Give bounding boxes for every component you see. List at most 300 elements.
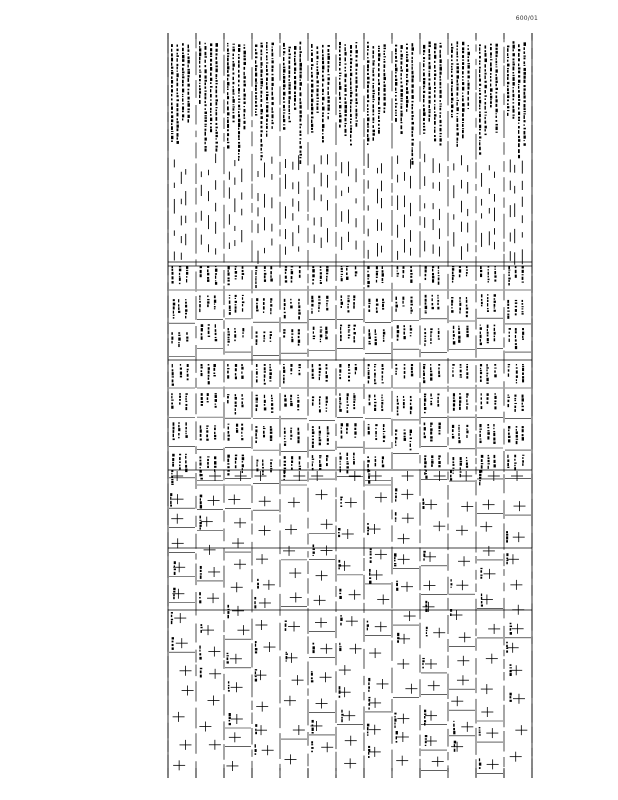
rotated-text-glyph <box>244 80 246 82</box>
rotated-text-glyph <box>394 722 395 724</box>
rotated-text-glyph <box>507 48 509 52</box>
rotated-text-glyph <box>402 297 404 300</box>
rotated-text-glyph <box>367 734 368 735</box>
rotated-text-glyph <box>485 112 487 113</box>
rotated-text-glyph <box>515 270 517 273</box>
rotated-text-glyph <box>291 266 293 267</box>
rotated-text-glyph <box>345 84 347 87</box>
rotated-text-glyph <box>319 443 321 446</box>
rotated-text-glyph <box>261 121 263 124</box>
rotated-text-glyph <box>494 294 496 296</box>
rotated-text-glyph <box>210 86 212 88</box>
rotated-text-glyph <box>173 311 174 314</box>
rotated-text-glyph <box>180 368 182 370</box>
rotated-text-glyph <box>227 124 229 128</box>
rotated-text-glyph <box>170 501 171 504</box>
rotated-text-glyph <box>228 685 230 686</box>
rotated-text-glyph <box>199 298 200 299</box>
rotated-text-glyph <box>496 44 498 47</box>
rotated-text-glyph <box>367 45 369 48</box>
rotated-text-glyph <box>383 335 384 337</box>
rotated-text-glyph <box>322 124 324 128</box>
rotated-text-glyph <box>516 429 517 431</box>
rotated-text-glyph <box>440 76 441 79</box>
rotated-text-glyph <box>522 308 524 309</box>
rotated-text-glyph <box>188 45 190 49</box>
rotated-text-glyph <box>466 406 467 409</box>
rotated-text-glyph <box>423 553 425 556</box>
rotated-text-glyph <box>238 135 240 138</box>
rotated-text-glyph <box>269 376 271 379</box>
rotated-text-glyph <box>518 44 520 47</box>
rotated-text-glyph <box>430 401 432 402</box>
rotated-text-glyph <box>284 398 286 401</box>
rotated-text-glyph <box>403 270 405 273</box>
rotated-text-glyph <box>328 74 330 75</box>
rotated-text-glyph <box>490 62 492 66</box>
rotated-text-glyph <box>339 46 341 48</box>
rotated-text-glyph <box>378 87 380 91</box>
rotated-text-glyph <box>518 136 520 138</box>
rotated-text-glyph <box>241 427 243 430</box>
rotated-text-glyph <box>384 93 386 95</box>
rotated-text-glyph <box>373 50 375 54</box>
rotated-text-glyph <box>319 437 321 439</box>
rotated-text-glyph <box>454 749 456 752</box>
rotated-text-glyph <box>270 278 272 281</box>
rotated-text-glyph <box>339 589 341 592</box>
rotated-text-glyph <box>395 115 397 116</box>
rotated-text-glyph <box>182 80 184 83</box>
rotated-text-glyph <box>479 441 481 443</box>
rotated-text-glyph <box>283 124 285 125</box>
rotated-text-glyph <box>272 87 273 90</box>
rotated-text-glyph <box>374 383 376 385</box>
rotated-text-glyph <box>339 643 340 646</box>
rotated-text-glyph <box>347 304 348 305</box>
rotated-text-glyph <box>522 429 524 432</box>
rotated-text-glyph <box>367 456 369 458</box>
rotated-text-glyph <box>396 741 398 743</box>
rotated-text-glyph <box>256 343 258 345</box>
rotated-text-glyph <box>255 437 257 439</box>
rotated-text-glyph <box>171 80 173 84</box>
rotated-text-glyph <box>466 300 467 303</box>
rotated-text-glyph <box>261 155 263 157</box>
rotated-text-glyph <box>507 300 509 303</box>
rotated-text-glyph <box>300 146 302 149</box>
rotated-text-glyph <box>291 269 293 270</box>
rotated-text-glyph <box>300 131 302 133</box>
rotated-text-glyph <box>238 123 240 127</box>
rotated-text-glyph <box>341 274 343 275</box>
rotated-text-glyph <box>317 94 319 97</box>
rotated-text-glyph <box>412 153 414 156</box>
rotated-text-glyph <box>406 57 408 59</box>
rotated-text-glyph <box>244 76 246 79</box>
rotated-text-glyph <box>320 269 322 270</box>
rotated-text-glyph <box>452 470 453 471</box>
rotated-text-glyph <box>430 328 432 330</box>
rotated-text-glyph <box>340 453 341 455</box>
rotated-text-glyph <box>283 367 285 369</box>
rotated-text-glyph <box>228 690 230 691</box>
rotated-text-glyph <box>468 91 469 95</box>
rotated-text-glyph <box>182 98 183 101</box>
rotated-text-glyph <box>496 66 498 67</box>
rotated-text-glyph <box>513 106 515 109</box>
rotated-text-glyph <box>459 303 461 306</box>
rotated-text-glyph <box>453 330 454 333</box>
rotated-text-glyph <box>382 456 384 459</box>
rotated-text-glyph <box>496 77 498 80</box>
rotated-text-glyph <box>271 395 272 397</box>
rotated-text-glyph <box>410 297 412 299</box>
rotated-text-glyph <box>294 72 296 74</box>
rotated-text-glyph <box>272 47 273 48</box>
rotated-text-glyph <box>341 717 342 719</box>
rotated-text-glyph <box>514 406 516 408</box>
rotated-text-glyph <box>466 269 468 270</box>
rotated-text-glyph <box>479 140 481 141</box>
rotated-text-glyph <box>262 460 263 463</box>
rotated-text-glyph <box>411 374 413 377</box>
rotated-text-glyph <box>216 135 218 137</box>
rotated-text-glyph <box>345 114 347 116</box>
rotated-text-glyph <box>180 364 181 366</box>
rotated-text-glyph <box>494 298 496 300</box>
rotated-text-glyph <box>452 275 454 277</box>
rotated-text-glyph <box>227 133 229 136</box>
rotated-text-glyph <box>493 433 495 436</box>
rotated-text-glyph <box>283 51 285 53</box>
rotated-text-glyph <box>227 609 229 610</box>
rotated-text-glyph <box>347 397 349 400</box>
rotated-text-glyph <box>346 457 347 460</box>
rotated-text-glyph <box>207 397 208 400</box>
rotated-text-glyph <box>312 266 314 268</box>
rotated-text-glyph <box>468 45 470 46</box>
rotated-text-glyph <box>432 298 433 301</box>
rotated-text-glyph <box>227 86 228 88</box>
rotated-text-glyph <box>353 332 355 334</box>
rotated-text-glyph <box>374 379 375 382</box>
rotated-text-glyph <box>322 93 324 95</box>
rotated-text-glyph <box>514 398 516 400</box>
rotated-text-glyph <box>350 45 352 49</box>
rotated-text-glyph <box>350 58 352 60</box>
rotated-text-glyph <box>480 343 482 346</box>
rotated-text-glyph <box>227 368 229 369</box>
rotated-text-glyph <box>507 46 509 48</box>
rotated-text-glyph <box>345 123 347 124</box>
rotated-text-glyph <box>228 331 230 332</box>
rotated-text-glyph <box>270 271 272 274</box>
rotated-text-glyph <box>434 61 435 63</box>
rotated-text-glyph <box>317 46 319 49</box>
rotated-text-glyph <box>494 332 496 335</box>
rotated-text-glyph <box>480 575 482 576</box>
rotated-text-glyph <box>450 587 451 588</box>
rotated-text-glyph <box>412 126 414 130</box>
rotated-text-glyph <box>244 114 246 117</box>
rotated-text-glyph <box>286 652 287 653</box>
rotated-text-glyph <box>370 557 372 559</box>
rotated-text-glyph <box>210 48 212 51</box>
rotated-text-glyph <box>395 368 397 370</box>
rotated-text-glyph <box>457 144 458 147</box>
rotated-text-glyph <box>507 314 509 315</box>
rotated-text-glyph <box>340 497 342 498</box>
rotated-text-glyph <box>318 296 320 298</box>
rotated-text-glyph <box>348 331 350 332</box>
rotated-text-glyph <box>384 61 386 63</box>
rotated-text-glyph <box>496 74 497 76</box>
rotated-text-glyph <box>283 57 284 61</box>
rotated-text-glyph <box>368 690 369 692</box>
rotated-text-glyph <box>328 45 330 47</box>
rotated-text-glyph <box>328 87 329 90</box>
rotated-text-glyph <box>312 461 314 462</box>
rotated-text-glyph <box>423 370 424 372</box>
rotated-text-glyph <box>244 102 246 105</box>
rotated-text-glyph <box>326 278 327 281</box>
rotated-text-glyph <box>356 117 357 119</box>
rotated-text-glyph <box>485 58 487 62</box>
rotated-text-glyph <box>356 106 357 107</box>
rotated-text-glyph <box>339 105 341 108</box>
rotated-text-glyph <box>412 161 414 165</box>
rotated-text-glyph <box>401 111 403 113</box>
rotated-text-glyph <box>406 74 408 76</box>
rotated-text-glyph <box>466 315 468 317</box>
rotated-text-glyph <box>178 337 180 340</box>
rotated-text-glyph <box>289 105 290 108</box>
rotated-text-glyph <box>429 42 431 45</box>
rotated-text-glyph <box>382 299 384 301</box>
rotated-text-glyph <box>238 99 240 100</box>
rotated-text-glyph <box>412 71 414 75</box>
rotated-text-glyph <box>199 46 200 48</box>
rotated-text-glyph <box>339 78 340 80</box>
rotated-text-glyph <box>522 313 524 315</box>
rotated-text-glyph <box>322 102 323 105</box>
rotated-text-glyph <box>373 46 375 48</box>
rotated-text-glyph <box>510 667 512 668</box>
rotated-text-glyph <box>229 312 231 315</box>
rotated-text-glyph <box>518 155 520 158</box>
rotated-text-glyph <box>188 111 190 113</box>
rotated-text-glyph <box>395 72 397 73</box>
rotated-text-glyph <box>228 266 230 269</box>
rotated-text-glyph <box>272 120 274 121</box>
rotated-text-glyph <box>457 51 458 55</box>
rotated-text-glyph <box>378 116 379 119</box>
rotated-text-glyph <box>256 460 258 462</box>
rotated-text-glyph <box>235 405 237 407</box>
rotated-text-glyph <box>255 101 257 104</box>
rotated-text-glyph <box>350 81 352 85</box>
rotated-text-glyph <box>438 331 440 334</box>
rotated-text-glyph <box>312 396 314 398</box>
rotated-text-glyph <box>368 427 370 430</box>
rotated-text-glyph <box>367 628 368 631</box>
rotated-text-glyph <box>490 79 491 81</box>
rotated-text-glyph <box>518 94 520 98</box>
rotated-text-glyph <box>255 644 256 647</box>
rotated-text-glyph <box>313 551 315 553</box>
rotated-text-glyph <box>384 77 386 80</box>
rotated-text-glyph <box>255 111 256 113</box>
rotated-text-glyph <box>177 93 179 95</box>
rotated-text-glyph <box>424 423 426 426</box>
rotated-text-glyph <box>182 71 184 73</box>
rotated-text-glyph <box>494 328 495 331</box>
rotated-text-glyph <box>494 325 496 327</box>
rotated-text-glyph <box>451 297 453 298</box>
rotated-text-glyph <box>424 432 425 434</box>
rotated-text-glyph <box>177 78 178 81</box>
rotated-text-glyph <box>401 103 403 104</box>
rotated-text-glyph <box>373 122 375 123</box>
rotated-text-glyph <box>507 103 509 105</box>
rotated-text-glyph <box>229 713 231 716</box>
rotated-text-glyph <box>283 63 285 66</box>
rotated-text-glyph <box>322 79 324 82</box>
rotated-text-glyph <box>294 56 296 57</box>
rotated-text-glyph <box>338 528 340 531</box>
rotated-text-glyph <box>457 56 459 58</box>
rotated-text-glyph <box>241 367 243 370</box>
rotated-text-glyph <box>264 371 266 373</box>
rotated-text-glyph <box>312 643 314 645</box>
rotated-text-glyph <box>264 400 266 403</box>
rotated-text-glyph <box>440 106 442 107</box>
rotated-text-glyph <box>367 73 369 75</box>
rotated-text-glyph <box>438 423 440 426</box>
rotated-text-glyph <box>238 114 240 117</box>
rotated-text-glyph <box>185 456 186 459</box>
rotated-text-glyph <box>401 50 402 52</box>
rotated-text-glyph <box>514 455 516 458</box>
rotated-text-glyph <box>298 370 300 371</box>
rotated-text-glyph <box>507 88 509 91</box>
rotated-text-glyph <box>509 335 510 337</box>
rotated-text-glyph <box>412 111 414 114</box>
rotated-text-glyph <box>453 731 455 734</box>
rotated-text-glyph <box>341 423 343 426</box>
rotated-text-glyph <box>488 457 490 459</box>
rotated-text-glyph <box>178 311 180 313</box>
rotated-text-glyph <box>270 308 271 311</box>
rotated-text-glyph <box>434 82 435 86</box>
rotated-text-glyph <box>485 121 487 124</box>
rotated-text-glyph <box>508 433 510 435</box>
rotated-text-glyph <box>291 461 293 463</box>
rotated-text-glyph <box>188 97 190 100</box>
rotated-text-glyph <box>356 109 358 113</box>
rotated-text-glyph <box>266 77 268 81</box>
rotated-text-glyph <box>438 433 440 435</box>
rotated-text-glyph <box>468 86 470 89</box>
rotated-text-glyph <box>269 367 270 369</box>
rotated-text-glyph <box>382 302 384 303</box>
rotated-text-glyph <box>440 100 441 102</box>
rotated-text-glyph <box>347 310 349 312</box>
rotated-text-glyph <box>410 444 411 447</box>
rotated-text-glyph <box>200 438 202 440</box>
rotated-text-glyph <box>425 266 427 269</box>
rotated-text-glyph <box>284 403 286 406</box>
rotated-text-glyph <box>215 329 217 332</box>
rotated-text-glyph <box>339 125 341 128</box>
rotated-text-glyph <box>319 468 321 470</box>
rotated-text-glyph <box>255 105 257 107</box>
rotated-text-glyph <box>440 138 442 141</box>
rotated-text-glyph <box>345 57 346 61</box>
rotated-text-glyph <box>459 274 461 277</box>
rotated-text-glyph <box>423 129 425 131</box>
rotated-text-glyph <box>272 60 274 63</box>
rotated-text-glyph <box>395 110 397 112</box>
rotated-text-glyph <box>339 57 341 60</box>
rotated-text-glyph <box>284 444 286 446</box>
rotated-text-glyph <box>215 269 217 272</box>
rotated-text-glyph <box>373 95 375 99</box>
rotated-text-glyph <box>383 436 385 439</box>
rotated-text-glyph <box>479 734 481 735</box>
rotated-text-glyph <box>453 403 455 406</box>
rotated-text-glyph <box>228 424 230 425</box>
rotated-text-glyph <box>450 613 451 616</box>
rotated-text-glyph <box>518 75 520 77</box>
rotated-text-glyph <box>171 119 173 122</box>
rotated-text-glyph <box>353 325 355 327</box>
rotated-text-glyph <box>290 373 292 374</box>
rotated-text-glyph <box>440 133 442 134</box>
rotated-text-glyph <box>233 61 235 63</box>
rotated-text-glyph <box>174 569 176 571</box>
rotated-text-glyph <box>451 110 453 113</box>
rotated-text-glyph <box>261 85 263 86</box>
rotated-text-glyph <box>255 729 256 731</box>
rotated-text-glyph <box>412 134 414 137</box>
rotated-text-glyph <box>507 82 509 84</box>
rotated-text-glyph <box>186 272 188 275</box>
rotated-text-glyph <box>378 107 380 109</box>
rotated-text-glyph <box>266 62 268 63</box>
rotated-text-glyph <box>200 668 202 669</box>
rotated-text-glyph <box>458 440 460 443</box>
rotated-text-glyph <box>283 332 285 334</box>
rotated-text-glyph <box>431 455 433 458</box>
rotated-text-glyph <box>266 92 268 93</box>
rotated-text-glyph <box>462 47 464 50</box>
rotated-text-glyph <box>241 401 243 403</box>
rotated-text-glyph <box>312 426 314 428</box>
rotated-text-glyph <box>432 269 433 272</box>
rotated-text-glyph <box>283 375 285 377</box>
rotated-text-glyph <box>311 304 313 307</box>
rotated-text-glyph <box>457 118 459 122</box>
rotated-text-glyph <box>423 112 425 116</box>
rotated-text-glyph <box>233 112 235 113</box>
rotated-text-glyph <box>466 435 467 438</box>
rotated-text-glyph <box>378 46 380 47</box>
rotated-text-glyph <box>481 605 483 607</box>
rotated-text-glyph <box>468 75 470 78</box>
rotated-text-glyph <box>479 114 481 117</box>
